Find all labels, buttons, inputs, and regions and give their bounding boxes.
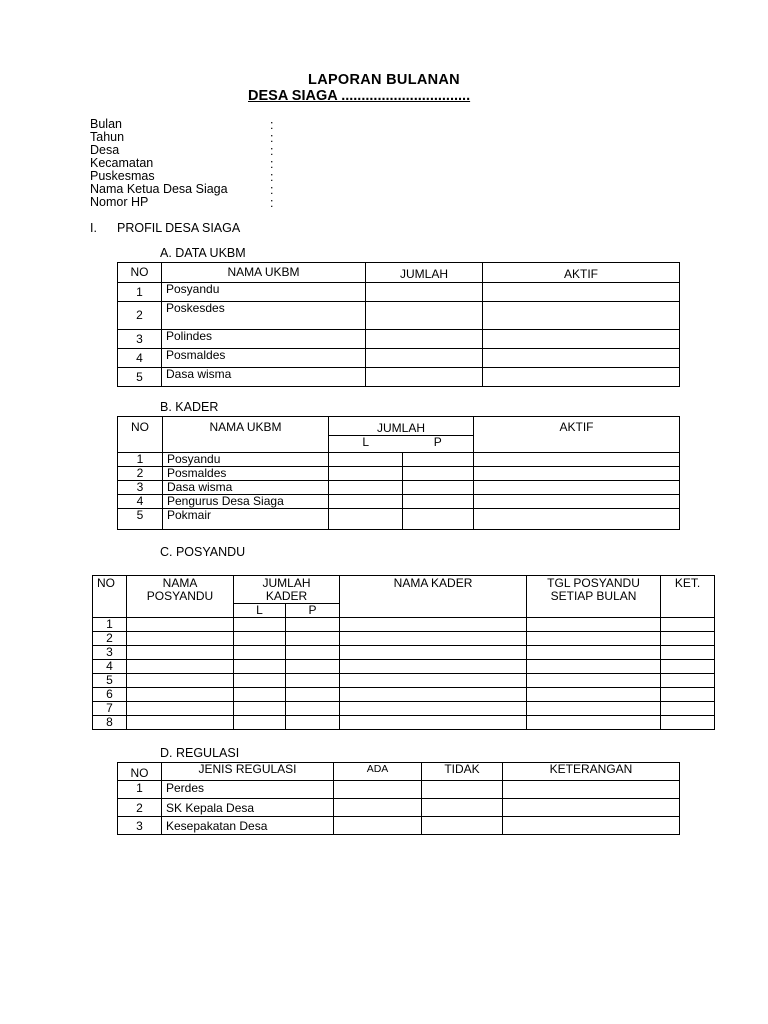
col-header-aktif: AKTIF — [483, 263, 680, 283]
cell-aktif — [474, 509, 680, 530]
cell-keterangan — [503, 799, 680, 817]
col-header-p: P — [286, 604, 340, 618]
colon: : — [270, 144, 274, 158]
field-bulan: Bulan — [90, 117, 122, 131]
row-no: 2 — [118, 467, 163, 481]
cell — [340, 632, 527, 646]
cell — [234, 702, 286, 716]
cell — [661, 674, 715, 688]
col-header-ket: KET. — [661, 576, 715, 618]
cell — [527, 660, 661, 674]
col-header-no: NO — [118, 263, 162, 283]
cell — [661, 660, 715, 674]
cell — [527, 688, 661, 702]
row-no: 4 — [118, 349, 162, 368]
cell — [661, 632, 715, 646]
row-no: 1 — [93, 618, 127, 632]
cell — [527, 618, 661, 632]
cell — [340, 716, 527, 730]
kader-heading: B. KADER — [160, 400, 219, 414]
cell — [286, 688, 340, 702]
row-name: Posyandu — [163, 453, 329, 467]
field-desa: Desa — [90, 143, 120, 157]
table-row — [118, 467, 680, 481]
cell — [527, 646, 661, 660]
cell-ada — [334, 817, 422, 835]
cell — [286, 702, 340, 716]
col-header-no: NO — [118, 763, 162, 781]
col-header-kader: NAMA KADER — [340, 576, 527, 618]
cell-aktif — [474, 481, 680, 495]
table-row — [118, 302, 680, 330]
cell-p — [403, 467, 474, 481]
row-name: Pengurus Desa Siaga — [163, 495, 329, 509]
col-header-no: NO — [118, 417, 163, 453]
cell-tidak — [422, 781, 503, 799]
table-row — [93, 632, 715, 646]
table-header-row — [93, 576, 715, 604]
col-header-ada: ADA — [334, 763, 422, 781]
cell-jumlah — [366, 302, 483, 330]
cell-l — [329, 509, 403, 530]
row-no: 6 — [93, 688, 127, 702]
cell-jumlah — [366, 283, 483, 302]
row-name: SK Kepala Desa — [162, 799, 334, 817]
col-header-tgl — [527, 576, 661, 618]
ukbm-heading: A. DATA UKBM — [160, 246, 246, 260]
col-header-jumlah — [234, 576, 340, 604]
row-name: Posmaldes — [163, 467, 329, 481]
col-header-tgl-line2: SETIAP BULAN — [550, 589, 637, 603]
cell-keterangan — [503, 781, 680, 799]
field-kecamatan: Kecamatan — [90, 156, 154, 170]
col-header-jumlah-line1: JUMLAH — [262, 576, 311, 590]
report-subtitle: DESA SIAGA ................................ — [248, 88, 471, 104]
cell — [340, 702, 527, 716]
cell — [527, 716, 661, 730]
cell — [127, 646, 234, 660]
cell — [127, 632, 234, 646]
row-name: Poskesdes — [162, 302, 366, 330]
field-puskesmas: Puskesmas — [90, 169, 155, 183]
row-no: 2 — [118, 799, 162, 817]
cell — [340, 646, 527, 660]
cell-l — [329, 481, 403, 495]
cell-l — [329, 495, 403, 509]
cell — [340, 618, 527, 632]
col-header-no: NO — [93, 576, 127, 618]
col-header-nama: NAMA UKBM — [162, 263, 366, 283]
cell-p — [403, 495, 474, 509]
cell — [286, 646, 340, 660]
cell-aktif — [483, 283, 680, 302]
table-row — [93, 618, 715, 632]
cell — [234, 646, 286, 660]
table-header-row — [118, 263, 680, 283]
cell-aktif — [474, 453, 680, 467]
col-header-l: L — [234, 604, 286, 618]
cell — [127, 660, 234, 674]
regulasi-table — [117, 762, 680, 835]
cell-ada — [334, 799, 422, 817]
cell — [234, 618, 286, 632]
row-no: 3 — [118, 481, 163, 495]
col-header-p: P — [403, 436, 474, 453]
cell-jumlah — [366, 368, 483, 387]
cell — [234, 660, 286, 674]
col-header-jumlah: JUMLAH — [329, 417, 474, 436]
posyandu-table — [92, 575, 715, 730]
cell — [527, 632, 661, 646]
row-no: 7 — [93, 702, 127, 716]
cell-ada — [334, 781, 422, 799]
colon: : — [270, 170, 274, 184]
cell-aktif — [474, 495, 680, 509]
cell — [234, 716, 286, 730]
col-header-keterangan: KETERANGAN — [503, 763, 680, 781]
row-no: 5 — [118, 368, 162, 387]
cell-aktif — [483, 330, 680, 349]
table-row — [118, 330, 680, 349]
colon: : — [270, 118, 274, 132]
row-name: Posyandu — [162, 283, 366, 302]
row-no: 3 — [93, 646, 127, 660]
report-title: LAPORAN BULANAN — [308, 72, 460, 88]
cell — [661, 618, 715, 632]
table-row — [118, 495, 680, 509]
row-no: 1 — [118, 453, 163, 467]
cell-l — [329, 453, 403, 467]
cell — [340, 660, 527, 674]
regulasi-heading: D. REGULASI — [160, 746, 240, 760]
cell-aktif — [483, 349, 680, 368]
row-no: 5 — [118, 509, 163, 530]
cell — [661, 702, 715, 716]
row-no: 8 — [93, 716, 127, 730]
row-name: Kesepakatan Desa — [162, 817, 334, 835]
row-name: Perdes — [162, 781, 334, 799]
row-name: Dasa wisma — [162, 368, 366, 387]
cell — [286, 618, 340, 632]
table-header-row — [118, 763, 680, 781]
cell — [286, 632, 340, 646]
section-number: I. — [90, 221, 97, 235]
cell-keterangan — [503, 817, 680, 835]
cell-aktif — [483, 368, 680, 387]
cell — [127, 702, 234, 716]
cell — [286, 660, 340, 674]
table-row — [118, 368, 680, 387]
cell-p — [403, 481, 474, 495]
row-name: Polindes — [162, 330, 366, 349]
row-no: 2 — [118, 302, 162, 330]
row-no: 1 — [118, 283, 162, 302]
table-row — [118, 349, 680, 368]
row-name: Posmaldes — [162, 349, 366, 368]
cell-jumlah — [366, 330, 483, 349]
row-no: 3 — [118, 817, 162, 835]
row-no: 1 — [118, 781, 162, 799]
cell — [661, 688, 715, 702]
cell-tidak — [422, 817, 503, 835]
row-no: 4 — [118, 495, 163, 509]
table-row — [118, 481, 680, 495]
colon: : — [270, 183, 274, 197]
cell-l — [329, 467, 403, 481]
colon: : — [270, 196, 274, 210]
kader-table — [117, 416, 680, 530]
col-header-nama-line1: NAMA — [162, 576, 198, 590]
cell — [234, 688, 286, 702]
section-title: PROFIL DESA SIAGA — [117, 221, 241, 235]
cell — [286, 716, 340, 730]
row-name: Dasa wisma — [163, 481, 329, 495]
col-header-aktif: AKTIF — [474, 417, 680, 453]
table-row — [93, 702, 715, 716]
table-row — [93, 716, 715, 730]
table-row — [93, 674, 715, 688]
cell — [527, 702, 661, 716]
colon: : — [270, 131, 274, 145]
row-no: 4 — [93, 660, 127, 674]
cell — [127, 688, 234, 702]
col-header-tidak: TIDAK — [422, 763, 503, 781]
field-hp: Nomor HP — [90, 195, 149, 209]
colon: : — [270, 157, 274, 171]
table-header-row — [118, 417, 680, 436]
cell-p — [403, 453, 474, 467]
cell — [127, 618, 234, 632]
col-header-nama: NAMA UKBM — [163, 417, 329, 453]
cell-aktif — [474, 467, 680, 481]
col-header-nama-line2: POSYANDU — [146, 589, 214, 603]
cell — [127, 674, 234, 688]
cell-p — [403, 509, 474, 530]
cell — [286, 674, 340, 688]
field-tahun: Tahun — [90, 130, 125, 144]
col-header-jenis: JENIS REGULASI — [162, 763, 334, 781]
row-name: Pokmair — [163, 509, 329, 530]
row-no: 2 — [93, 632, 127, 646]
cell — [340, 688, 527, 702]
cell-aktif — [483, 302, 680, 330]
table-row — [93, 646, 715, 660]
col-header-tgl-line1: TGL POSYANDU — [547, 576, 640, 590]
cell-tidak — [422, 799, 503, 817]
posyandu-heading: C. POSYANDU — [160, 545, 246, 559]
table-row — [118, 453, 680, 467]
field-ketua: Nama Ketua Desa Siaga — [90, 182, 228, 196]
cell — [234, 674, 286, 688]
table-row — [118, 817, 680, 835]
table-row — [118, 509, 680, 530]
cell — [234, 632, 286, 646]
cell-jumlah — [366, 349, 483, 368]
table-row — [93, 660, 715, 674]
row-no: 3 — [118, 330, 162, 349]
col-header-nama — [127, 576, 234, 618]
cell — [527, 674, 661, 688]
col-header-jumlah-line2: KADER — [265, 589, 308, 603]
col-header-l: L — [329, 436, 403, 453]
cell — [661, 716, 715, 730]
ukbm-table — [117, 262, 680, 387]
table-row — [93, 688, 715, 702]
table-row — [118, 799, 680, 817]
cell — [127, 716, 234, 730]
cell — [661, 646, 715, 660]
table-row — [118, 283, 680, 302]
cell — [340, 674, 527, 688]
col-header-jumlah: JUMLAH — [366, 263, 483, 283]
row-no: 5 — [93, 674, 127, 688]
table-row — [118, 781, 680, 799]
